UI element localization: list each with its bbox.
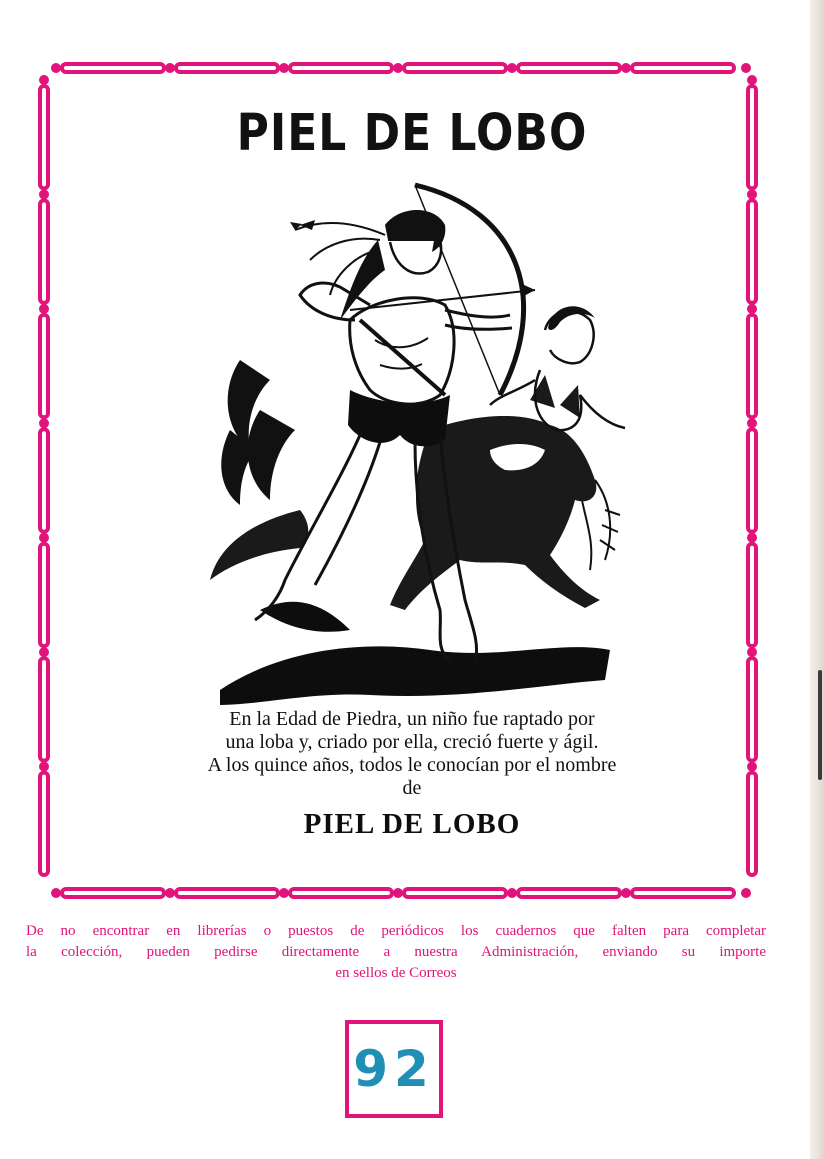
border-bead: [41, 764, 47, 770]
notice-line: en sellos de Correos: [335, 965, 457, 981]
border-bead: [749, 191, 755, 197]
archer-with-wolf-illustration: [200, 180, 630, 710]
border-bead: [509, 65, 515, 71]
border-bead: [53, 65, 59, 71]
border-bead: [41, 535, 47, 541]
border-link: [632, 64, 734, 72]
caption-line: una loba y, criado por ella, creció fuerte y ágil.: [225, 731, 599, 753]
issue-number: 92: [353, 1040, 435, 1098]
border-link: [40, 658, 48, 760]
border-bead: [41, 420, 47, 426]
border-bead: [41, 306, 47, 312]
border-bead: [41, 649, 47, 655]
border-bead: [509, 890, 515, 896]
border-bead: [281, 890, 287, 896]
border-bead: [41, 191, 47, 197]
border-link: [40, 544, 48, 646]
border-bead: [749, 77, 755, 83]
border-link: [748, 429, 756, 531]
border-link: [518, 889, 620, 897]
border-bead: [743, 65, 749, 71]
border-link: [40, 315, 48, 417]
border-bead: [749, 649, 755, 655]
border-bead: [623, 65, 629, 71]
border-bead: [167, 65, 173, 71]
border-link: [632, 889, 734, 897]
border-link: [748, 315, 756, 417]
border-link: [176, 889, 278, 897]
border-link: [176, 64, 278, 72]
border-link: [40, 200, 48, 302]
caption-line: En la Edad de Piedra, un niño fue raptado por: [229, 708, 595, 730]
page-title: PIEL DE LOBO: [236, 104, 588, 163]
border-bead: [41, 77, 47, 83]
border-link: [748, 544, 756, 646]
hero-name: PIEL DE LOBO: [303, 808, 521, 840]
caption-line: de: [402, 777, 422, 799]
notice-line: la colección, pueden pedirse directamente a nuestra Administración, enviando su importe: [26, 944, 766, 960]
border-bead: [395, 65, 401, 71]
border-bead: [167, 890, 173, 896]
border-link: [62, 64, 164, 72]
border-link: [518, 64, 620, 72]
border-link: [404, 64, 506, 72]
border-bead: [749, 420, 755, 426]
border-link: [62, 889, 164, 897]
border-bead: [749, 306, 755, 312]
border-bead: [281, 65, 287, 71]
notice-line: De no encontrar en librerías o puestos de periódicos los cuadernos que falten para completar: [26, 923, 766, 939]
border-link: [290, 889, 392, 897]
border-bead: [623, 890, 629, 896]
border-link: [290, 64, 392, 72]
border-link: [748, 200, 756, 302]
border-bead: [749, 764, 755, 770]
border-link: [404, 889, 506, 897]
ordering-notice: [26, 921, 766, 984]
issue-number-box: [345, 1020, 443, 1118]
border-bead: [395, 890, 401, 896]
border-link: [748, 658, 756, 760]
border-link: [40, 429, 48, 531]
border-bead: [53, 890, 59, 896]
caption-line: A los quince años, todos le conocían por el nombre: [207, 754, 617, 776]
border-bead: [743, 890, 749, 896]
border-bead: [749, 535, 755, 541]
story-caption: [160, 708, 664, 800]
